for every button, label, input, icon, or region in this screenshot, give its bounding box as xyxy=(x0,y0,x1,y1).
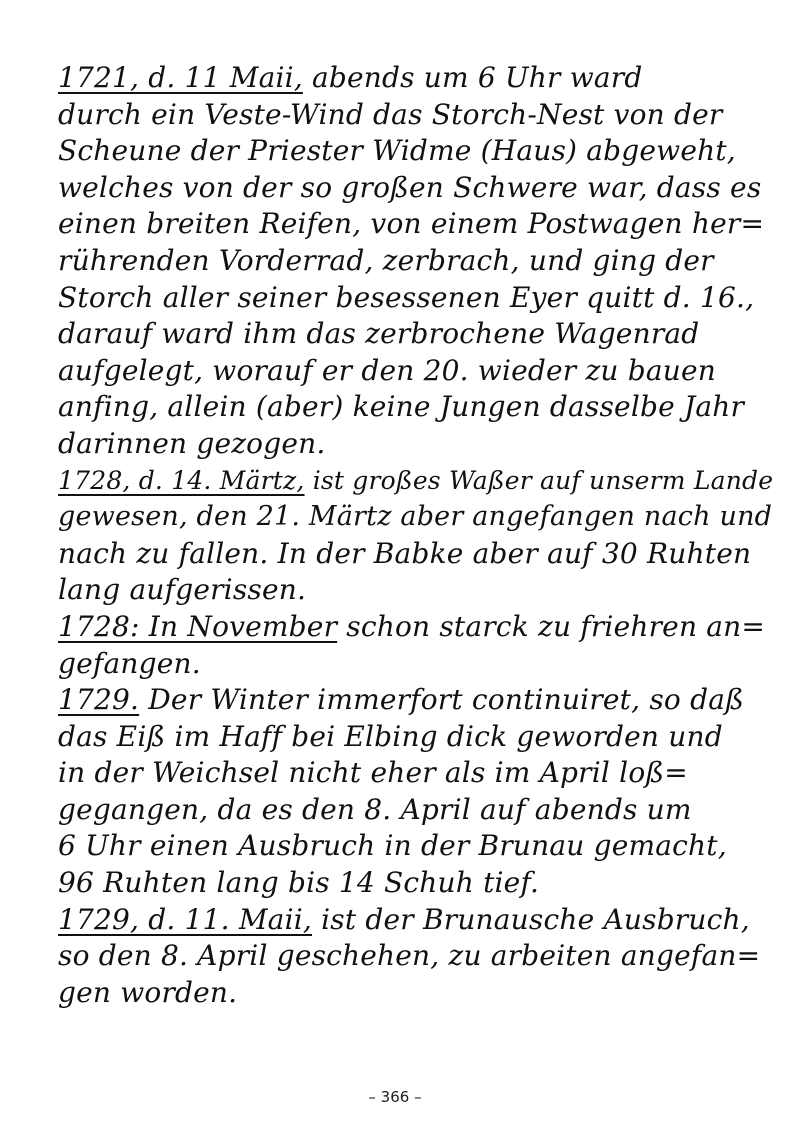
text-line: einen breiten Reifen, von einem Postwagen her= xyxy=(58,207,765,241)
text-line: gewesen, den 21. Märtz aber angefangen nach und xyxy=(58,501,773,533)
text-line xyxy=(58,463,778,500)
text-line: darauf ward ihm das zerbrochene Wagenrad xyxy=(58,317,700,351)
entry-date: 1728: In November xyxy=(58,609,338,643)
line-text: ist großes Waßer auf unserm Lande xyxy=(304,465,774,495)
line-text: abends um 6 Uhr ward xyxy=(302,61,643,94)
text-line: darinnen gezogen. xyxy=(58,426,326,460)
text-line xyxy=(58,60,778,97)
text-line: gen worden. xyxy=(58,975,238,1009)
text-line xyxy=(58,609,778,646)
line-text: schon starck zu friehren an= xyxy=(337,609,766,643)
text-line: anfing, allein (aber) keine Jungen dasselbe Jahr xyxy=(58,390,745,424)
text-line: 96 Ruhten lang bis 14 Schuh tief. xyxy=(58,866,540,900)
text-line: gegangen, da es den 8. April auf abends um xyxy=(58,792,692,826)
text-line: so den 8. April geschehen, zu arbeiten angefan= xyxy=(58,939,761,973)
text-line xyxy=(58,682,778,719)
entry-date: 1729. xyxy=(58,683,140,717)
text-line: Scheune der Priester Widme (Haus) abgeweht, xyxy=(58,134,736,168)
text-line: in der Weichsel nicht eher als im April loß= xyxy=(58,756,688,790)
text-line: durch ein Veste-Wind das Storch-Nest von der xyxy=(58,97,723,131)
entry-date: 1729, d. 11. Maii, xyxy=(58,902,312,936)
entry-date: 1728, d. 14. Märtz, xyxy=(58,465,305,495)
line-text: Der Winter immerfort continuiret, so daß xyxy=(139,683,744,717)
text-line: gefangen. xyxy=(58,646,201,680)
text-line: Storch aller seiner besessenen Eyer quitt d. 16., xyxy=(58,280,755,314)
text-line: lang aufgerissen. xyxy=(58,573,307,607)
line-text: ist der Brunausche Ausbruch, xyxy=(312,902,750,936)
text-line: 6 Uhr einen Ausbruch in der Brunau gemacht, xyxy=(58,829,727,863)
page-number: – 366 – xyxy=(368,1088,422,1106)
text-line: rührenden Vorderrad, zerbrach, und ging der xyxy=(58,243,714,277)
text-line: das Eiß im Haff bei Elbing dick geworden und xyxy=(58,719,723,753)
entry-date: 1721, d. 11 Maii, xyxy=(58,61,303,94)
text-line: nach zu fallen. In der Babke aber auf 30 Ruhten xyxy=(58,536,752,570)
handwritten-text-block xyxy=(58,60,778,1011)
text-line: aufgelegt, worauf er den 20. wieder zu bauen xyxy=(58,353,717,387)
text-line: welches von der so großen Schwere war, dass es xyxy=(58,170,762,204)
text-line xyxy=(58,902,778,939)
